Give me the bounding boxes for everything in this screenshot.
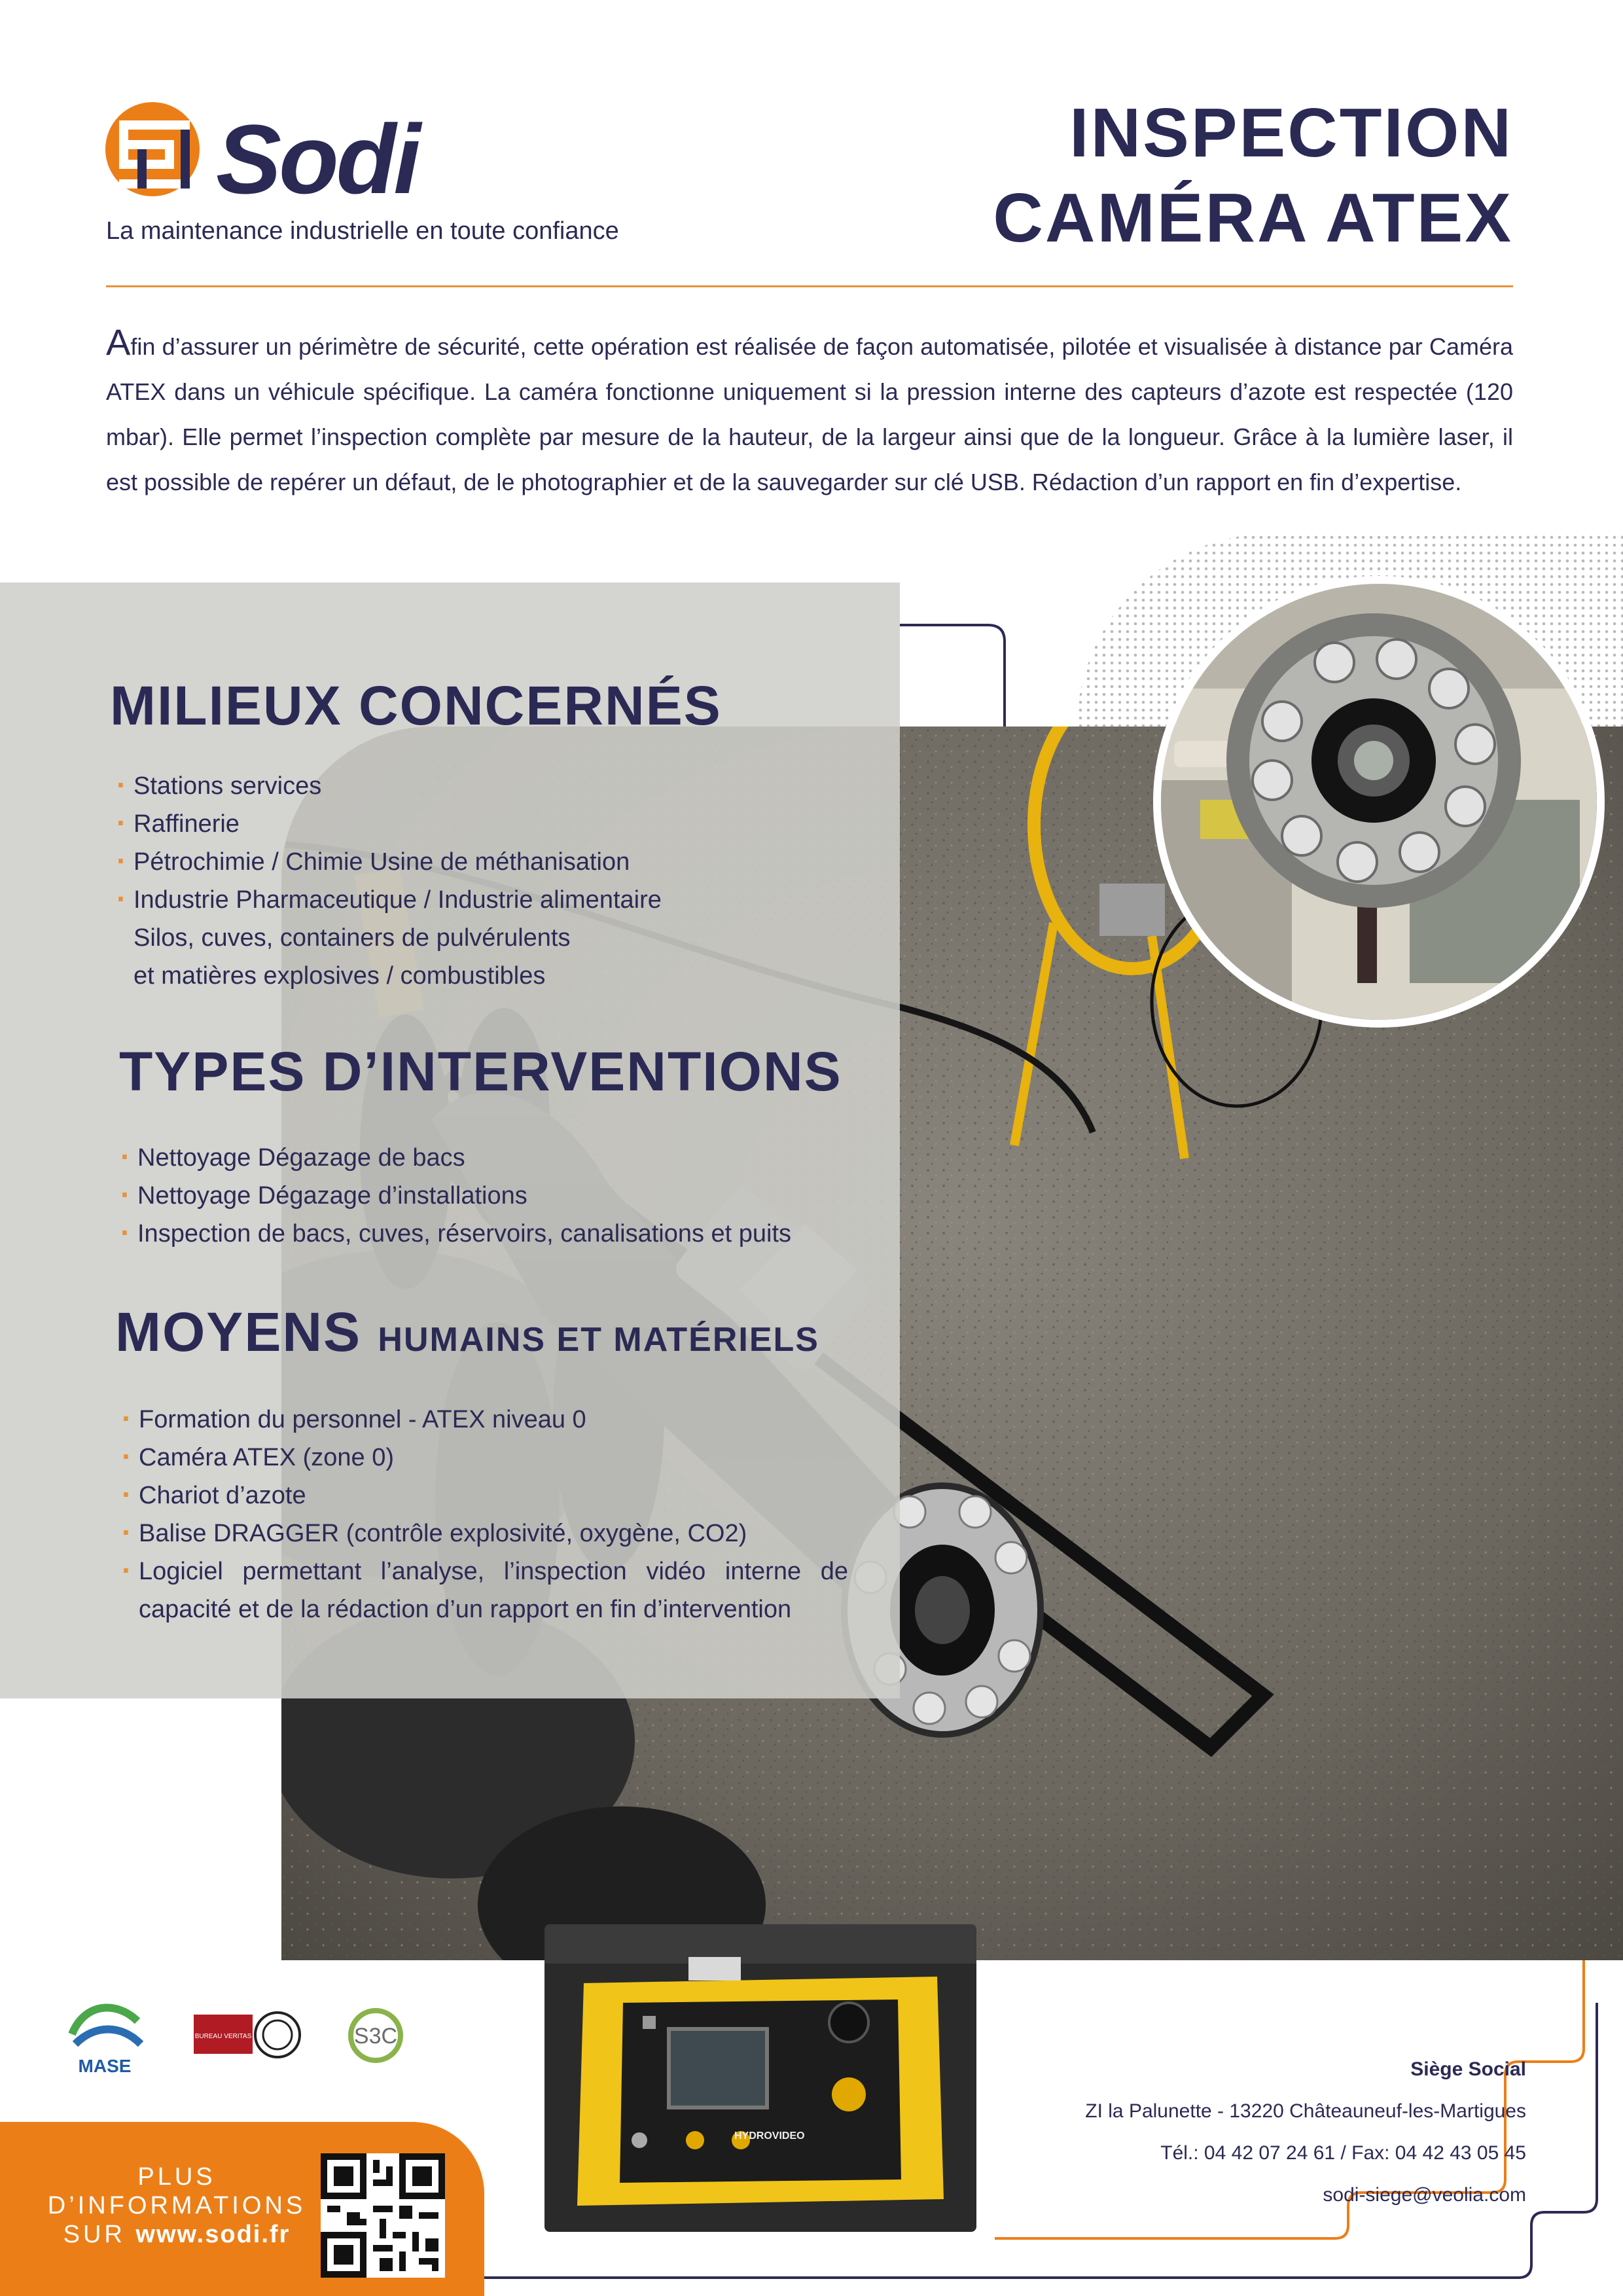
contact-address: ZI la Palunette - 13220 Châteauneuf-les-Martigues — [1085, 2100, 1526, 2122]
list-item: · Inspection de bacs, cuves, réservoirs, canalisations et puits — [119, 1215, 904, 1253]
s3c-certification-logo — [336, 2003, 421, 2075]
camera-lens-closeup-photo — [1153, 576, 1605, 1028]
s3c-label: S3C — [353, 2024, 398, 2049]
more-info-text — [46, 2162, 308, 2249]
bureau-veritas-label: BUREAU VERITAS — [194, 2033, 252, 2040]
page-title-line2: CAMÉRA ATEX — [993, 179, 1513, 257]
list-item: · Nettoyage Dégazage de bacs — [119, 1139, 904, 1177]
more-info-prefix: SUR — [63, 2221, 126, 2248]
section-title-types: TYPES D’INTERVENTIONS — [119, 1041, 842, 1102]
types-list — [119, 1139, 904, 1253]
section-title-moyens-sub: HUMAINS ET MATÉRIELS — [378, 1321, 819, 1359]
milieux-list — [115, 767, 901, 995]
more-info-line2: D’INFORMATIONS — [47, 2192, 306, 2219]
controller-photo — [544, 1924, 976, 2232]
list-item: · Logiciel permettant l’analyse, l’inspection vidéo interne de capacité et de la rédaction d’un rapport en fin d’intervention — [120, 1552, 848, 1628]
mase-certification-logo — [59, 1995, 151, 2077]
list-item: · Pétrochimie / Chimie Usine de méthanisation — [115, 843, 901, 881]
sodi-logo-mark-icon — [103, 98, 202, 200]
contact-heading: Siège Social — [1410, 2058, 1526, 2080]
website-link[interactable]: www.sodi.fr — [135, 2221, 291, 2248]
intro-dropcap: A — [106, 321, 131, 363]
moyens-list — [120, 1401, 848, 1628]
list-item: · Nettoyage Dégazage d’installations — [119, 1177, 904, 1215]
header-divider — [106, 285, 1513, 287]
brand-tagline: La maintenance industrielle en toute confiance — [106, 217, 619, 245]
intro-text: fin d’assurer un périmètre de sécurité, cette opération est réalisée de façon automatisée, pilotée et visualisée à distance par Caméra ATEX dans un véhicule spécifique. La caméra fonctionne uniquement si la pression interne des capteurs d’azote est respectée (120 mbar). Elle permet l’inspection complète par mesure de la hauteur, de la largeur ainsi que de la longueur. Grâce à la lumière laser, il est possible de repérer un défaut, de le photographier et de la sauvegarder sur clé USB. Rédaction d’un rapport en fin d’expertise. — [106, 333, 1513, 495]
list-item: · Caméra ATEX (zone 0) — [120, 1439, 848, 1477]
list-item: · Industrie Pharmaceutique / Industrie alimentaire — [115, 881, 901, 919]
contact-block — [1085, 2049, 1526, 2216]
bureau-veritas-logo — [194, 2008, 302, 2062]
list-item: Silos, cuves, containers de pulvérulents — [134, 924, 571, 952]
more-info-line1: PLUS — [137, 2163, 216, 2191]
list-item: · Formation du personnel - ATEX niveau 0 — [120, 1401, 848, 1439]
list-item: · Raffinerie — [115, 805, 901, 843]
contact-email[interactable]: sodi-siege@veolia.com — [1323, 2184, 1526, 2206]
list-item: · Balise DRAGGER (contrôle explosivité, oxygène, CO2) — [120, 1515, 848, 1552]
list-item: et matières explosives / combustibles — [134, 962, 546, 990]
mase-label: MASE — [78, 2056, 132, 2076]
list-item: · Chariot d’azote — [120, 1477, 848, 1515]
intro-paragraph — [106, 319, 1513, 505]
section-title-moyens — [115, 1301, 819, 1363]
controller-brand-label: HYDROVIDEO — [734, 2130, 805, 2142]
list-item: · Stations services — [115, 767, 901, 805]
qr-code[interactable] — [321, 2153, 445, 2278]
brand-wordmark: Sodi — [216, 104, 418, 214]
contact-phone: Tél.: 04 42 07 24 61 / Fax: 04 42 43 05 45 — [1160, 2142, 1526, 2164]
section-title-moyens-main: MOYENS — [115, 1301, 362, 1363]
page-title-line1: INSPECTION — [1069, 94, 1513, 171]
section-title-milieux: MILIEUX CONCERNÉS — [110, 675, 722, 736]
